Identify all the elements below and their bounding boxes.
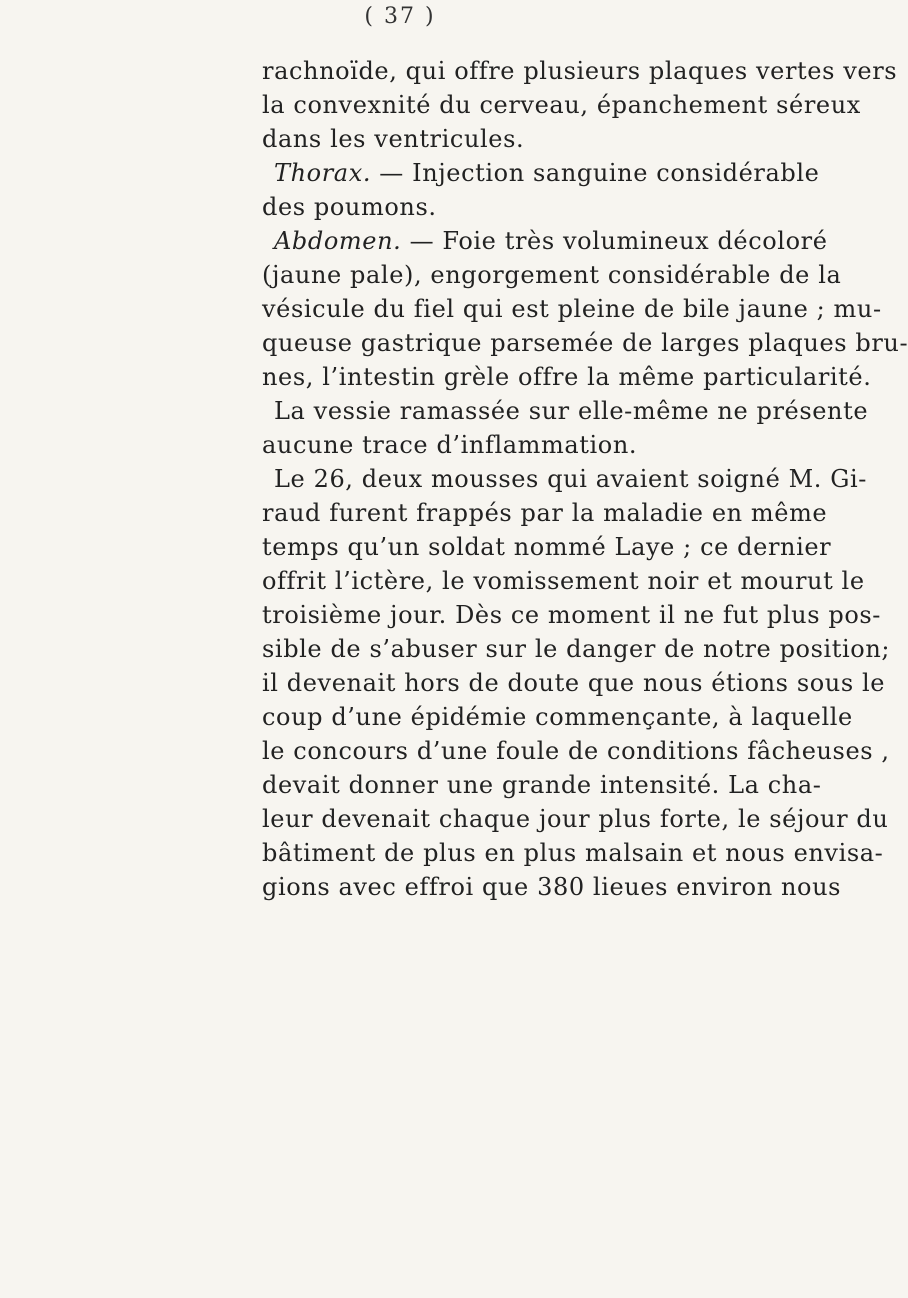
text-line: la convexnité du cerveau, épanchement séreux [262, 91, 861, 119]
text-line: rachnoïde, qui offre plusieurs plaques vertes vers [262, 57, 898, 85]
text-line: des poumons. [262, 193, 437, 221]
page-number: ( 37 ) [364, 4, 436, 29]
text-line: — Foie très volumineux décoloré [409, 227, 828, 255]
text-line: raud furent frappés par la maladie en même [262, 499, 828, 527]
text-line: le concours d’une foule de conditions fâcheuses , [262, 737, 890, 765]
text-line: temps qu’un soldat nommé Laye ; ce dernier [262, 533, 832, 561]
text-line: coup d’une épidémie commençante, à laquelle [262, 703, 853, 731]
text-line: offrit l’ictère, le vomissement noir et mourut le [262, 567, 865, 595]
text-line: gions avec effroi que 380 lieues environ nous [262, 873, 842, 901]
text-line: — Injection sanguine considérable [379, 159, 820, 187]
abdomen-paragraph-line [274, 226, 828, 256]
text-line: troisième jour. Dès ce moment il ne fut plus pos- [262, 601, 881, 629]
text-line: sible de s’abuser sur le danger de notre position; [262, 635, 891, 663]
text-line: (jaune pale), engorgement considérable de la [262, 261, 842, 289]
text-line: Le 26, deux mousses qui avaient soigné M. Gi- [274, 465, 867, 493]
text-line: La vessie ramassée sur elle-même ne présente [274, 397, 869, 425]
text-line: leur devenait chaque jour plus forte, le séjour du [262, 805, 889, 833]
text-line: devait donner une grande intensité. La cha- [262, 771, 822, 799]
text-line: queuse gastrique parsemée de larges plaques bru- [262, 329, 908, 357]
text-line: dans les ventricules. [262, 125, 525, 153]
text-line: il devenait hors de doute que nous étions sous le [262, 669, 886, 697]
text-line: bâtiment de plus en plus malsain et nous envisa- [262, 839, 884, 867]
section-heading-thorax: Thorax. [274, 159, 372, 187]
thorax-paragraph-line [274, 158, 820, 188]
section-heading-abdomen: Abdomen. [274, 227, 402, 255]
text-line: nes, l’intestin grèle offre la même particularité. [262, 363, 872, 391]
text-line: aucune trace d’inflammation. [262, 431, 638, 459]
text-line: vésicule du fiel qui est pleine de bile jaune ; mu- [262, 295, 882, 323]
